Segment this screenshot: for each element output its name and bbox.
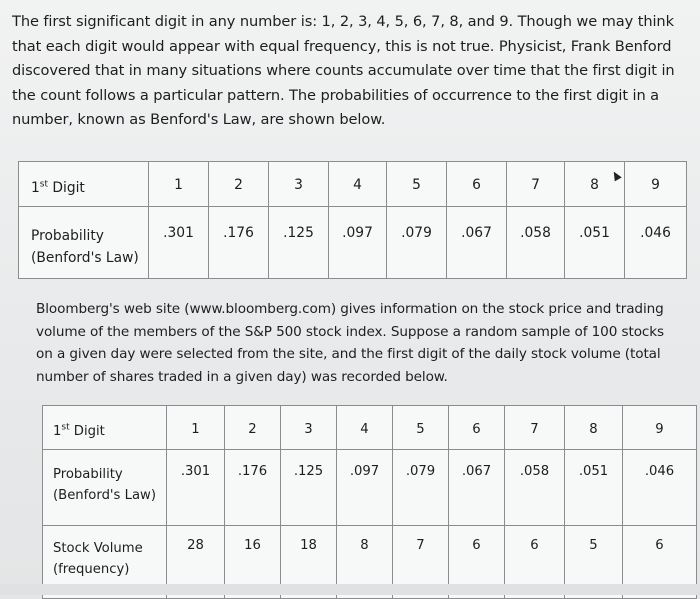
frequency-cell: 18: [300, 538, 317, 553]
digit-cell: 5: [416, 422, 425, 437]
digit-cell: 8: [590, 177, 599, 193]
digit-cell: 8: [589, 422, 598, 437]
digit-cell: 6: [472, 422, 481, 437]
probability-header-label: Probability (Benford's Law): [31, 228, 139, 266]
probability-cell: .051: [578, 464, 609, 479]
frequency-cell: 16: [244, 538, 261, 553]
digit-cell: 4: [360, 422, 369, 437]
probability-cell: .079: [405, 464, 436, 479]
digit-cell: 4: [353, 177, 362, 193]
digit-header-label: 1st Digit: [31, 179, 85, 196]
frequency-cell: 8: [360, 538, 369, 553]
probability-cell: .046: [640, 225, 671, 241]
probability-row: [43, 450, 697, 526]
frequency-cell: 7: [416, 538, 425, 553]
probability-cell: .125: [283, 225, 314, 241]
probability-cell: .067: [461, 464, 492, 479]
probability-header-label: Probability (Benford's Law): [53, 467, 156, 503]
probability-cell: .058: [519, 464, 550, 479]
digit-cell: 1: [174, 177, 183, 193]
probability-header-cell: [19, 207, 149, 279]
probability-cell: .051: [579, 225, 610, 241]
digit-cell: 9: [651, 177, 660, 193]
digit-cell: 9: [655, 422, 664, 437]
digit-cell: 6: [472, 177, 481, 193]
probability-cell: .079: [401, 225, 432, 241]
digit-row: [19, 162, 687, 207]
probability-cell: .301: [163, 225, 194, 241]
probability-cell: .067: [461, 225, 492, 241]
benford-table: [18, 161, 687, 279]
page-bottom-edge: [0, 584, 700, 595]
probability-row: [19, 207, 687, 279]
digit-cell: 2: [234, 177, 243, 193]
probability-cell: .046: [644, 464, 675, 479]
bloomberg-paragraph: Bloomberg's web site (www.bloomberg.com) gives information on the stock price and trading volume of the members of the S&P 500 stock index. Suppose a random sample of 100 stocks on a given day were selected from the site, and the first digit of the daily stock volume (total number of shares traded in a given day) was recorded below.: [36, 301, 665, 385]
probability-cell: .176: [223, 225, 254, 241]
intro-paragraph: The first significant digit in any number is: 1, 2, 3, 4, 5, 6, 7, 8, and 9. Though we may think that each digit would appear with equal frequency, this is not true. Physicist, Frank Benford discovered that in many situations where counts accumulate over time that the first digit in the count follows a particular pattern. The probabilities of occurrence to the first digit in a number, known as Benford's Law, are shown below.: [12, 13, 675, 128]
digit-cell: 3: [304, 422, 313, 437]
digit-cell: 2: [248, 422, 257, 437]
digit-header-cell: [43, 406, 167, 450]
digit-cell: 7: [531, 177, 540, 193]
stock-volume-header-label: Stock Volume (frequency): [53, 541, 143, 577]
probability-header-cell: [43, 450, 167, 526]
frequency-cell: 6: [472, 538, 481, 553]
probability-cell: .097: [349, 464, 380, 479]
digit-cell: 5: [412, 177, 421, 193]
frequency-cell: 6: [655, 538, 664, 553]
frequency-cell: 6: [530, 538, 539, 553]
probability-cell: .176: [237, 464, 268, 479]
probability-cell: .097: [342, 225, 373, 241]
probability-cell: .125: [293, 464, 324, 479]
frequency-cell: 5: [589, 538, 598, 553]
digit-cell: 3: [294, 177, 303, 193]
digit-cell: 7: [530, 422, 539, 437]
probability-cell: .058: [520, 225, 551, 241]
digit-cell: 1: [191, 422, 200, 437]
probability-cell: .301: [180, 464, 211, 479]
digit-header-cell: [19, 162, 149, 207]
digit-row: [43, 406, 697, 450]
digit-header-label: 1st Digit: [53, 422, 105, 439]
stock-volume-table: [42, 405, 697, 599]
frequency-cell: 28: [187, 538, 204, 553]
